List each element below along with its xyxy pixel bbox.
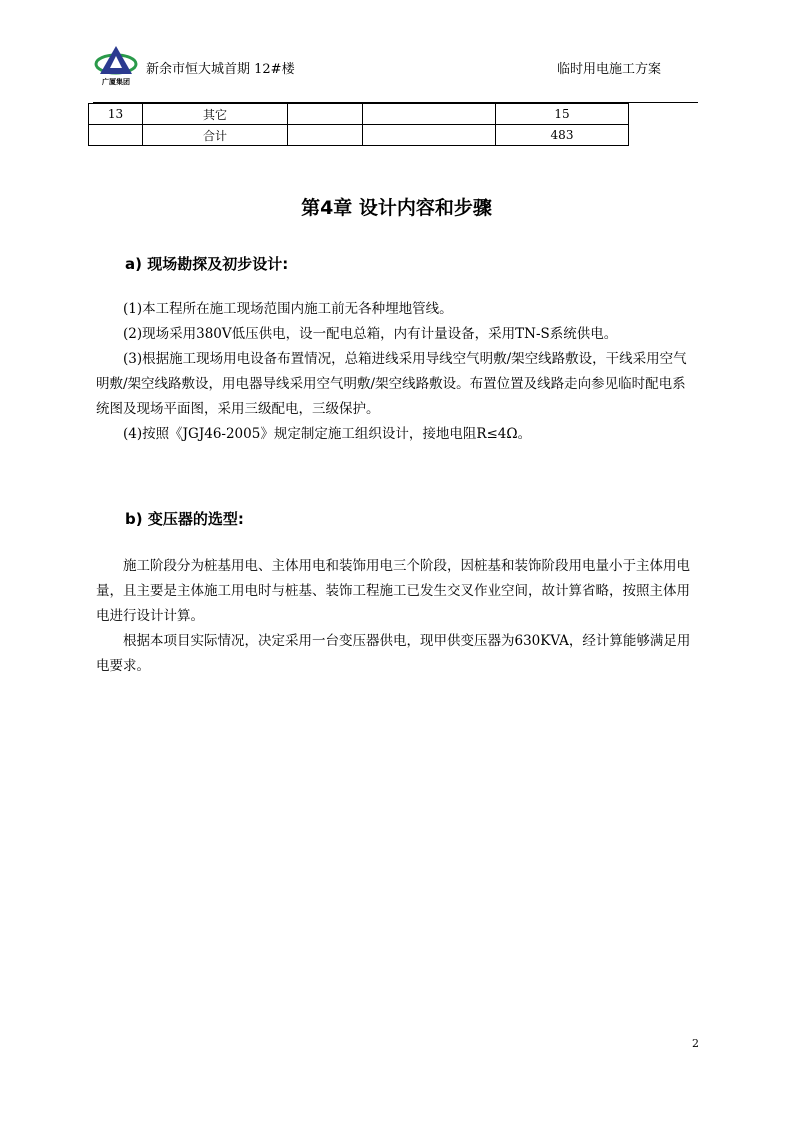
table-row [89, 104, 629, 125]
section-b-title: b) 变压器的选型: [125, 510, 244, 528]
chapter-title: 第4章 设计内容和步骤 [301, 197, 492, 219]
load-table [88, 103, 629, 146]
header-doc-title: 临时用电施工方案 [557, 62, 662, 77]
company-logo [94, 44, 138, 88]
paragraph: (2)现场采用380V低压供电，设一配电总箱，内有计量设备，采用TN-S系统供电。 [123, 326, 618, 342]
table-cell: 483 [496, 125, 629, 146]
table-cell: 其它 [143, 104, 288, 125]
paragraph: (1)本工程所在施工现场范围内施工前无各种埋地管线。 [123, 301, 453, 317]
table-cell: 15 [496, 104, 629, 125]
table-row [89, 125, 629, 146]
section-a-body [96, 297, 698, 447]
table-cell [288, 125, 363, 146]
paragraph: (3)根据施工现场用电设备布置情况，总箱进线采用导线空气明敷/架空线路敷设，干线采用空气明敷/架空线路敷设，用电器导线采用空气明敷/架空线路敷设。布置位置及线路走向参见临时配电系统图及现场平面图，采用三级配电，三级保护。 [96, 351, 687, 417]
table-cell: 合计 [143, 125, 288, 146]
paragraph: 根据本项目实际情况，决定采用一台变压器供电，现甲供变压器为630KVA，经计算能够满足用电要求。 [96, 633, 691, 674]
page-number: 2 [692, 1037, 699, 1050]
table-cell [288, 104, 363, 125]
section-b-body [96, 554, 698, 679]
table-cell [89, 125, 143, 146]
section-a-title: a) 现场勘探及初步设计: [125, 255, 289, 273]
paragraph: 施工阶段分为桩基用电、主体用电和装饰用电三个阶段，因桩基和装饰阶段用电量小于主体用电量，且主要是主体施工用电时与桩基、装饰工程施工已发生交叉作业空间，故计算省略，按照主体用电进行设计计算。 [96, 558, 690, 624]
svg-text:广厦集团: 广厦集团 [102, 77, 130, 86]
table-cell [363, 104, 496, 125]
paragraph: (4)按照《JGJ46-2005》规定制定施工组织设计，接地电阻R≤4Ω。 [123, 426, 532, 442]
table-cell [363, 125, 496, 146]
table-cell: 13 [89, 104, 143, 125]
header-project-name: 新余市恒大城首期 12#楼 [146, 62, 295, 77]
